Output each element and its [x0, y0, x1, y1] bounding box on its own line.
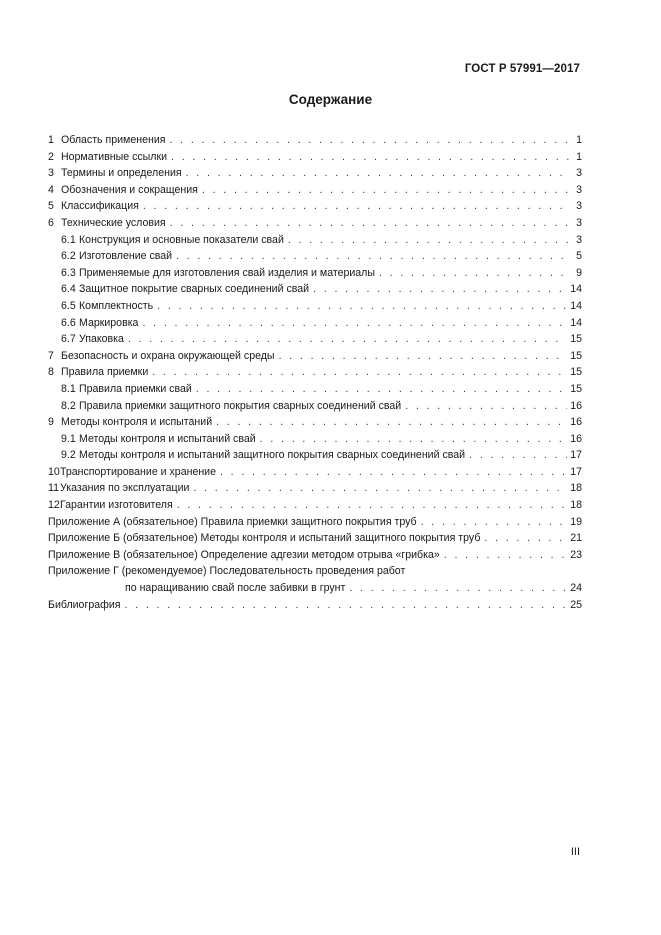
toc-entry[interactable]: [48, 447, 582, 464]
toc-entry-page: 17: [570, 449, 582, 462]
toc-entry-page: 14: [570, 283, 582, 296]
toc-entry-page: 16: [570, 399, 582, 412]
toc-entry-title: Правила приемки: [61, 366, 149, 379]
toc-leader-dots: [202, 182, 569, 199]
toc-entry-title: Нормативные ссылки: [61, 150, 168, 163]
toc-entry-page: 21: [570, 532, 582, 545]
toc-entry[interactable]: [48, 198, 582, 215]
document-code: ГОСТ Р 57991—2017: [464, 63, 580, 75]
toc-entry-number: 6.5: [61, 299, 76, 312]
page-number: III: [570, 846, 580, 858]
toc-entry[interactable]: [48, 281, 582, 298]
toc-entry-title: Приложение Г (рекомендуемое) Последовательность проведения работ: [48, 565, 406, 578]
toc-entry[interactable]: [48, 331, 582, 348]
toc-entry-number: 9: [48, 416, 54, 429]
toc-entry-title: Приложение Б (обязательное) Методы контроля и испытаний защитного покрытия труб: [48, 532, 481, 545]
toc-entry[interactable]: [48, 431, 582, 448]
toc-entry-number: 9.1: [61, 432, 76, 445]
toc-entry-page: 3: [576, 167, 582, 180]
toc-entry-title: Методы контроля и испытаний защитного покрытия сварных соединений свай: [79, 449, 466, 462]
toc-entry[interactable]: [48, 315, 582, 332]
toc-leader-dots: [157, 298, 567, 315]
toc-entry-page: 1: [576, 134, 582, 146]
toc-entry-number: 6.1: [61, 233, 76, 246]
toc-entry-title: Правила приемки защитного покрытия сварных соединений свай: [79, 399, 402, 412]
toc-entry-page: 16: [570, 432, 582, 445]
toc-entry-number: 10: [48, 465, 60, 478]
toc-entry-title: Приложение В (обязательное) Определение адгезии методом отрыва «грибка»: [48, 548, 440, 561]
toc-entry[interactable]: [48, 265, 582, 282]
toc-entry-title: Конструкция и основные показатели свай: [79, 233, 284, 246]
toc-entry-title: Маркировка: [79, 316, 139, 329]
toc-entry-page: 1: [576, 150, 582, 163]
toc-entry-title: Изготовление свай: [79, 250, 173, 263]
toc-entry[interactable]: [48, 182, 582, 199]
toc-entry-number: 2: [48, 150, 54, 163]
toc-entry-title: Приложение А (обязательное) Правила приемки защитного покрытия труб: [48, 515, 417, 528]
toc-entry-page: 15: [570, 382, 582, 395]
toc-leader-dots: [279, 348, 568, 365]
toc-entry-number: 12: [48, 499, 60, 512]
toc-entry-page: 17: [570, 465, 582, 478]
toc-entry[interactable]: [48, 165, 582, 182]
toc-entry-page: 23: [570, 548, 582, 561]
toc-entry-page: 14: [570, 299, 582, 312]
toc-entry[interactable]: [48, 364, 582, 381]
toc-entry-title: Безопасность и охрана окружающей среды: [61, 349, 275, 362]
toc-entry[interactable]: [48, 149, 582, 166]
toc-entry-page: 9: [576, 266, 582, 279]
toc-title: Содержание: [288, 92, 373, 107]
toc-entry-title: Упаковка: [79, 333, 124, 346]
toc-entry-page: 14: [570, 316, 582, 329]
toc-leader-dots: [171, 149, 569, 166]
toc-leader-dots: [313, 281, 567, 298]
toc-leader-dots: [260, 431, 568, 448]
toc-leader-dots: [216, 414, 567, 431]
toc-entry[interactable]: [48, 132, 582, 149]
toc-entry-number: 8.1: [61, 382, 76, 395]
toc-entry[interactable]: [48, 497, 582, 514]
toc-leader-dots: [288, 232, 569, 249]
toc-entry[interactable]: [48, 547, 582, 564]
toc-entry[interactable]: [48, 215, 582, 232]
toc-entry-number: 6.3: [61, 266, 76, 279]
toc-entry-title: Комплектность: [79, 299, 154, 312]
toc-leader-dots: [220, 464, 567, 481]
toc-entry[interactable]: [48, 480, 582, 497]
toc-entry-title: Гарантии изготовителя: [60, 499, 173, 512]
toc-entry-page: 15: [570, 333, 582, 346]
toc-entry-page: 19: [570, 515, 582, 528]
toc-entry-title: Библиография: [48, 598, 121, 611]
toc-entry-number: 7: [48, 349, 54, 362]
toc-entry-title: Применяемые для изготовления свай изделия и материалы: [79, 266, 375, 279]
toc-entry-title: Методы контроля и испытаний: [61, 416, 213, 429]
toc-entry[interactable]: [48, 232, 582, 249]
toc-leader-dots: [177, 497, 567, 514]
toc-entry[interactable]: [48, 464, 582, 481]
toc-entry-title: Указания по эксплуатации: [60, 482, 190, 495]
toc-entry[interactable]: [48, 381, 582, 398]
toc-entry-number: 5: [48, 200, 54, 213]
toc-entry-title-continued: по наращиванию свай после забивки в грунт: [125, 582, 346, 595]
toc-entry-page: 18: [570, 482, 582, 495]
toc-entry-page: 24: [570, 582, 582, 595]
toc-leader-dots: [421, 514, 568, 531]
toc-entry-title: Область применения: [61, 134, 166, 146]
toc-entry-title: Транспортирование и хранение: [60, 465, 216, 478]
toc-entry[interactable]: [48, 414, 582, 431]
toc-entry[interactable]: [48, 298, 582, 315]
toc-entry-page: 15: [570, 349, 582, 362]
toc-entry-page: 18: [570, 499, 582, 512]
table-of-contents: [48, 132, 582, 613]
toc-entry-page: 25: [570, 598, 582, 611]
toc-leader-dots: [349, 580, 567, 597]
toc-leader-dots: [469, 447, 567, 464]
toc-entry[interactable]: [48, 597, 582, 614]
toc-leader-dots: [124, 597, 567, 614]
toc-entry-page: 15: [570, 366, 582, 379]
toc-entry[interactable]: [48, 530, 582, 547]
toc-entry-number: 6: [48, 216, 54, 229]
toc-entry-page: 3: [576, 183, 582, 196]
toc-entry-page: 5: [576, 250, 582, 263]
toc-entry-title: Методы контроля и испытаний свай: [79, 432, 256, 445]
toc-leader-dots: [193, 480, 567, 497]
toc-entry[interactable]: [48, 248, 582, 265]
toc-entry-number: 1: [48, 134, 54, 146]
toc-entry-number: 8.2: [61, 399, 76, 412]
toc-leader-dots: [379, 265, 569, 282]
toc-leader-dots: [169, 132, 569, 149]
toc-entry[interactable]: [48, 514, 582, 531]
toc-entry-title: Правила приемки свай: [79, 382, 192, 395]
toc-entry-title: Защитное покрытие сварных соединений свай: [79, 283, 310, 296]
toc-entry-number: 3: [48, 167, 54, 180]
toc-leader-dots: [196, 381, 567, 398]
toc-leader-dots: [444, 547, 567, 564]
toc-leader-dots: [176, 248, 569, 265]
toc-entry[interactable]: [48, 398, 582, 415]
toc-leader-dots: [405, 398, 567, 415]
toc-leader-dots: [128, 331, 567, 348]
toc-entry-number: 4: [48, 183, 54, 196]
toc-entry-number: 6.4: [61, 283, 76, 296]
toc-entry-number: 9.2: [61, 449, 76, 462]
toc-leader-dots: [484, 530, 567, 547]
toc-leader-dots: [142, 315, 567, 332]
toc-entry-title: Классификация: [61, 200, 139, 213]
toc-entry-title: Термины и определения: [61, 167, 182, 180]
toc-leader-dots: [152, 364, 567, 381]
toc-entry-number: 6.6: [61, 316, 76, 329]
toc-entry-number: 11: [48, 482, 59, 495]
toc-entry-number: 8: [48, 366, 54, 379]
toc-entry-page: 3: [576, 216, 582, 229]
toc-entry[interactable]: [48, 348, 582, 365]
toc-entry-title: Обозначения и сокращения: [61, 183, 198, 196]
toc-entry-title: Технические условия: [61, 216, 166, 229]
toc-leader-dots: [170, 215, 569, 232]
toc-leader-dots: [186, 165, 569, 182]
toc-entry-number: 6.2: [61, 250, 76, 263]
toc-entry-page: 3: [576, 200, 582, 213]
toc-entry[interactable]: [48, 563, 582, 596]
toc-entry-page: 16: [570, 416, 582, 429]
toc-leader-dots: [143, 198, 569, 215]
toc-entry-number: 6.7: [61, 333, 76, 346]
toc-entry-page: 3: [576, 233, 582, 246]
